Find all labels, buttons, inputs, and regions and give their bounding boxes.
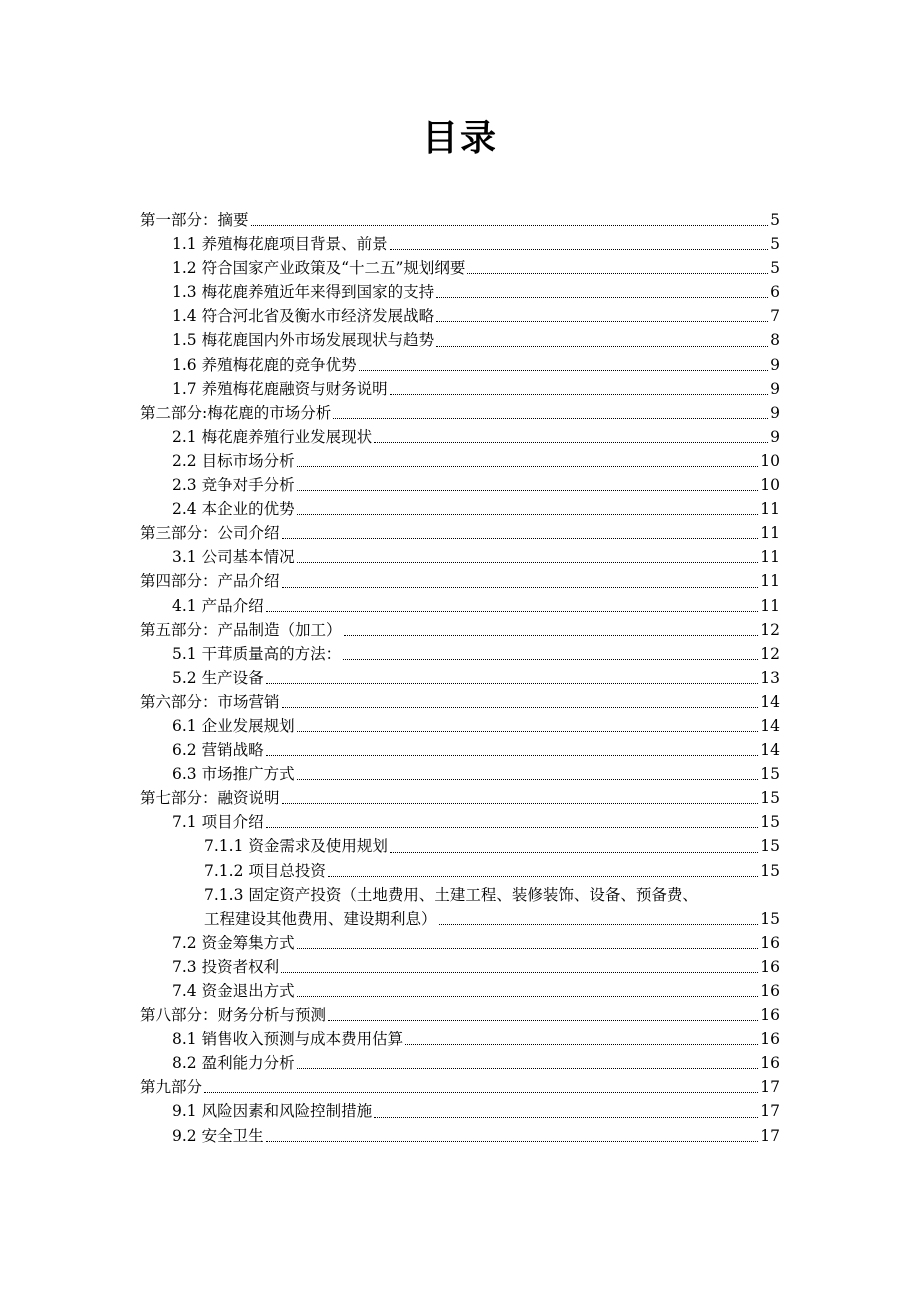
toc-subsection-entry[interactable] <box>140 762 780 786</box>
toc-page-number: 9 <box>770 403 780 422</box>
toc-subsection-entry[interactable] <box>140 666 780 690</box>
toc-subsection-entry[interactable] <box>140 1027 780 1051</box>
toc-subsection-entry[interactable] <box>140 1051 780 1075</box>
toc-entry-text: 第二部分:梅花鹿的市场分析 <box>140 403 332 422</box>
dot-leader <box>281 972 758 973</box>
toc-entry-text: 5.1 干茸质量高的方法： <box>172 644 342 663</box>
toc-entry-text: 1.2 符合国家产业政策及“十二五”规划纲要 <box>172 259 466 278</box>
toc-subsection-entry[interactable] <box>140 328 780 352</box>
toc-list <box>140 208 780 1148</box>
toc-page-number: 10 <box>760 476 780 495</box>
dot-leader <box>282 587 759 588</box>
toc-entry-text: 1.3 梅花鹿养殖近年来得到国家的支持 <box>172 283 435 302</box>
toc-page-number: 15 <box>760 837 780 856</box>
toc-subsection-entry[interactable] <box>140 714 780 738</box>
toc-subsection-entry[interactable] <box>140 353 780 377</box>
dot-leader <box>204 1092 758 1093</box>
dot-leader <box>297 466 759 467</box>
toc-page-number: 12 <box>760 620 780 639</box>
toc-page-number: 16 <box>760 982 780 1000</box>
toc-page-number: 5 <box>770 235 780 254</box>
toc-subsection-entry[interactable] <box>140 1124 780 1148</box>
toc-entry-text: 第三部分：公司介绍 <box>140 524 280 543</box>
toc-subsection-entry[interactable] <box>140 738 780 762</box>
toc-page-number: 9 <box>770 427 780 446</box>
dot-leader <box>405 1044 758 1045</box>
toc-subsection-entry[interactable] <box>140 425 780 449</box>
toc-page-number: 11 <box>760 596 780 615</box>
toc-entry-text: 1.7 养殖梅花鹿融资与财务说明 <box>172 379 388 398</box>
toc-entry-text: 2.2 目标市场分析 <box>172 451 295 470</box>
toc-page-number: 15 <box>760 789 780 808</box>
dot-leader <box>251 225 769 226</box>
toc-entry-text-continued: 工程建设其他费用、建设期利息） <box>204 909 437 928</box>
toc-section-entry[interactable] <box>140 618 780 642</box>
toc-entry-text: 8.1 销售收入预测与成本费用估算 <box>172 1030 404 1049</box>
toc-entry-text: 1.1 养殖梅花鹿项目背景、前景 <box>172 235 388 254</box>
toc-page-number: 16 <box>760 957 780 976</box>
toc-page-number: 15 <box>760 909 780 928</box>
toc-page-number: 8 <box>770 331 780 350</box>
toc-entry-text: 7.2 资金筹集方式 <box>172 933 295 952</box>
dot-leader <box>297 996 759 997</box>
dot-leader <box>390 249 769 250</box>
toc-subsubsection-entry[interactable] <box>140 834 780 858</box>
toc-page-number: 11 <box>760 572 780 591</box>
toc-section-entry[interactable] <box>140 1075 780 1099</box>
toc-entry-text: 6.2 营销战略 <box>172 741 264 760</box>
toc-entry-text: 第六部分：市场营销 <box>140 692 280 711</box>
toc-page-number: 11 <box>760 524 780 543</box>
toc-entry-text: 1.6 养殖梅花鹿的竞争优势 <box>172 355 357 374</box>
toc-entry-text: 第一部分：摘要 <box>140 211 249 229</box>
toc-section-entry[interactable] <box>140 521 780 545</box>
toc-title: 目录 <box>421 117 498 159</box>
dot-leader <box>297 562 759 563</box>
toc-subsection-entry[interactable] <box>140 1099 780 1123</box>
toc-section-entry[interactable] <box>140 401 780 425</box>
dot-leader <box>436 346 768 347</box>
dot-leader <box>266 827 759 828</box>
toc-entry-text: 7.3 投资者权利 <box>172 957 280 976</box>
toc-page-number: 5 <box>770 259 780 278</box>
toc-entry-text: 第七部分：融资说明 <box>140 789 280 808</box>
toc-subsection-entry[interactable] <box>140 545 780 569</box>
toc-entry-text: 2.1 梅花鹿养殖行业发展现状 <box>172 427 373 446</box>
toc-entry-text: 7.1 项目介绍 <box>172 813 264 832</box>
toc-page-number: 14 <box>760 741 780 760</box>
toc-section-entry[interactable] <box>140 569 780 593</box>
toc-page-number: 15 <box>760 861 780 880</box>
toc-subsection-entry[interactable] <box>140 473 780 497</box>
toc-page-number: 12 <box>760 644 780 663</box>
toc-page-number: 17 <box>760 1102 780 1121</box>
toc-page-number: 10 <box>760 451 780 470</box>
toc-entry-text: 6.1 企业发展规划 <box>172 716 295 735</box>
toc-page-number: 17 <box>760 1126 780 1145</box>
toc-subsection-entry[interactable] <box>140 642 780 666</box>
toc-subsection-entry[interactable] <box>140 955 780 979</box>
dot-leader <box>390 394 769 395</box>
toc-entry-text: 7.1.1 资金需求及使用规划 <box>204 837 388 856</box>
toc-subsection-entry[interactable] <box>140 449 780 473</box>
toc-subsection-entry[interactable] <box>140 377 780 401</box>
toc-subsection-entry[interactable] <box>140 256 780 280</box>
toc-entry-text: 1.4 符合河北省及衡水市经济发展战略 <box>172 307 435 326</box>
dot-leader <box>439 924 759 925</box>
toc-entry-text: 2.3 竞争对手分析 <box>172 476 295 495</box>
dot-leader <box>436 321 768 322</box>
toc-subsection-entry[interactable] <box>140 979 780 1003</box>
toc-entry[interactable] <box>140 883 780 931</box>
toc-subsection-entry[interactable] <box>140 304 780 328</box>
toc-entry-text: 4.1 产品介绍 <box>172 596 264 615</box>
dot-leader <box>374 442 768 443</box>
toc-entry-text: 3.1 公司基本情况 <box>172 548 295 567</box>
dot-leader <box>467 273 768 274</box>
toc-entry-text: 第八部分：财务分析与预测 <box>140 1006 327 1025</box>
toc-entry-text: 7.1.2 项目总投资 <box>204 861 326 880</box>
dot-leader <box>359 370 769 371</box>
toc-subsection-entry[interactable] <box>140 280 780 304</box>
toc-page-number: 9 <box>770 355 780 374</box>
toc-entry-text: 9.1 风险因素和风险控制措施 <box>172 1102 373 1121</box>
toc-page-number: 13 <box>760 668 780 687</box>
toc-section-entry[interactable] <box>140 690 780 714</box>
toc-entry-text: 8.2 盈利能力分析 <box>172 1054 295 1073</box>
toc-entry-text: 1.5 梅花鹿国内外市场发展现状与趋势 <box>172 331 435 350</box>
dot-leader <box>297 1068 759 1069</box>
toc-subsection-entry[interactable] <box>140 594 780 618</box>
toc-page-number: 16 <box>760 933 780 952</box>
dot-leader <box>333 418 768 419</box>
toc-entry-text: 7.4 资金退出方式 <box>172 982 295 1000</box>
toc-page-number: 16 <box>760 1006 780 1025</box>
toc-entry-text: 6.3 市场推广方式 <box>172 765 295 784</box>
dot-leader <box>297 948 759 949</box>
toc-page-number: 11 <box>760 500 780 519</box>
toc-subsection-entry[interactable] <box>140 232 780 256</box>
toc-subsection-entry[interactable] <box>140 931 780 955</box>
toc-page-number: 9 <box>770 379 780 398</box>
dot-leader <box>297 490 759 491</box>
dot-leader <box>282 707 759 708</box>
dot-leader <box>297 731 759 732</box>
toc-section-entry[interactable] <box>140 1003 780 1027</box>
toc-page-number: 16 <box>760 1054 780 1073</box>
toc-page-number: 14 <box>760 692 780 711</box>
dot-leader <box>343 659 758 660</box>
toc-section-entry[interactable] <box>140 208 780 232</box>
toc-entry-text: 第四部分：产品介绍 <box>140 572 280 591</box>
toc-page-number: 15 <box>760 813 780 832</box>
dot-leader <box>297 779 759 780</box>
toc-page-number: 16 <box>760 1030 780 1049</box>
dot-leader <box>266 755 759 756</box>
dot-leader <box>390 852 758 853</box>
toc-page-number: 17 <box>760 1078 780 1097</box>
toc-page-number: 6 <box>770 283 780 302</box>
toc-page-number: 7 <box>770 307 780 326</box>
dot-leader <box>436 297 768 298</box>
toc-entry-text: 7.1.3 固定资产投资（土地费用、土建工程、装修装饰、设备、预备费、 <box>204 885 698 904</box>
toc-entry-text: 2.4 本企业的优势 <box>172 500 295 519</box>
dot-leader <box>266 611 759 612</box>
dot-leader <box>344 635 759 636</box>
dot-leader <box>328 1020 758 1021</box>
toc-page-number: 11 <box>760 548 780 567</box>
toc-subsection-entry[interactable] <box>140 497 780 521</box>
toc-entry-text: 第九部分 <box>140 1078 203 1097</box>
dot-leader <box>374 1117 758 1118</box>
dot-leader <box>282 803 759 804</box>
toc-entry-text: 第五部分：产品制造（加工） <box>140 620 342 639</box>
dot-leader <box>282 538 759 539</box>
toc-entry-continuation <box>204 907 780 931</box>
toc-page-number: 15 <box>760 765 780 784</box>
toc-entry-text: 5.2 生产设备 <box>172 668 264 687</box>
toc-entry-text: 9.2 安全卫生 <box>172 1126 264 1145</box>
toc-page-number: 5 <box>770 211 780 229</box>
toc-section-entry[interactable] <box>140 786 780 810</box>
toc-subsection-entry[interactable] <box>140 810 780 834</box>
dot-leader <box>297 514 759 515</box>
dot-leader <box>266 1141 759 1142</box>
toc-page-number: 14 <box>760 716 780 735</box>
dot-leader <box>328 876 758 877</box>
dot-leader <box>266 683 759 684</box>
toc-subsubsection-entry[interactable] <box>140 859 780 883</box>
